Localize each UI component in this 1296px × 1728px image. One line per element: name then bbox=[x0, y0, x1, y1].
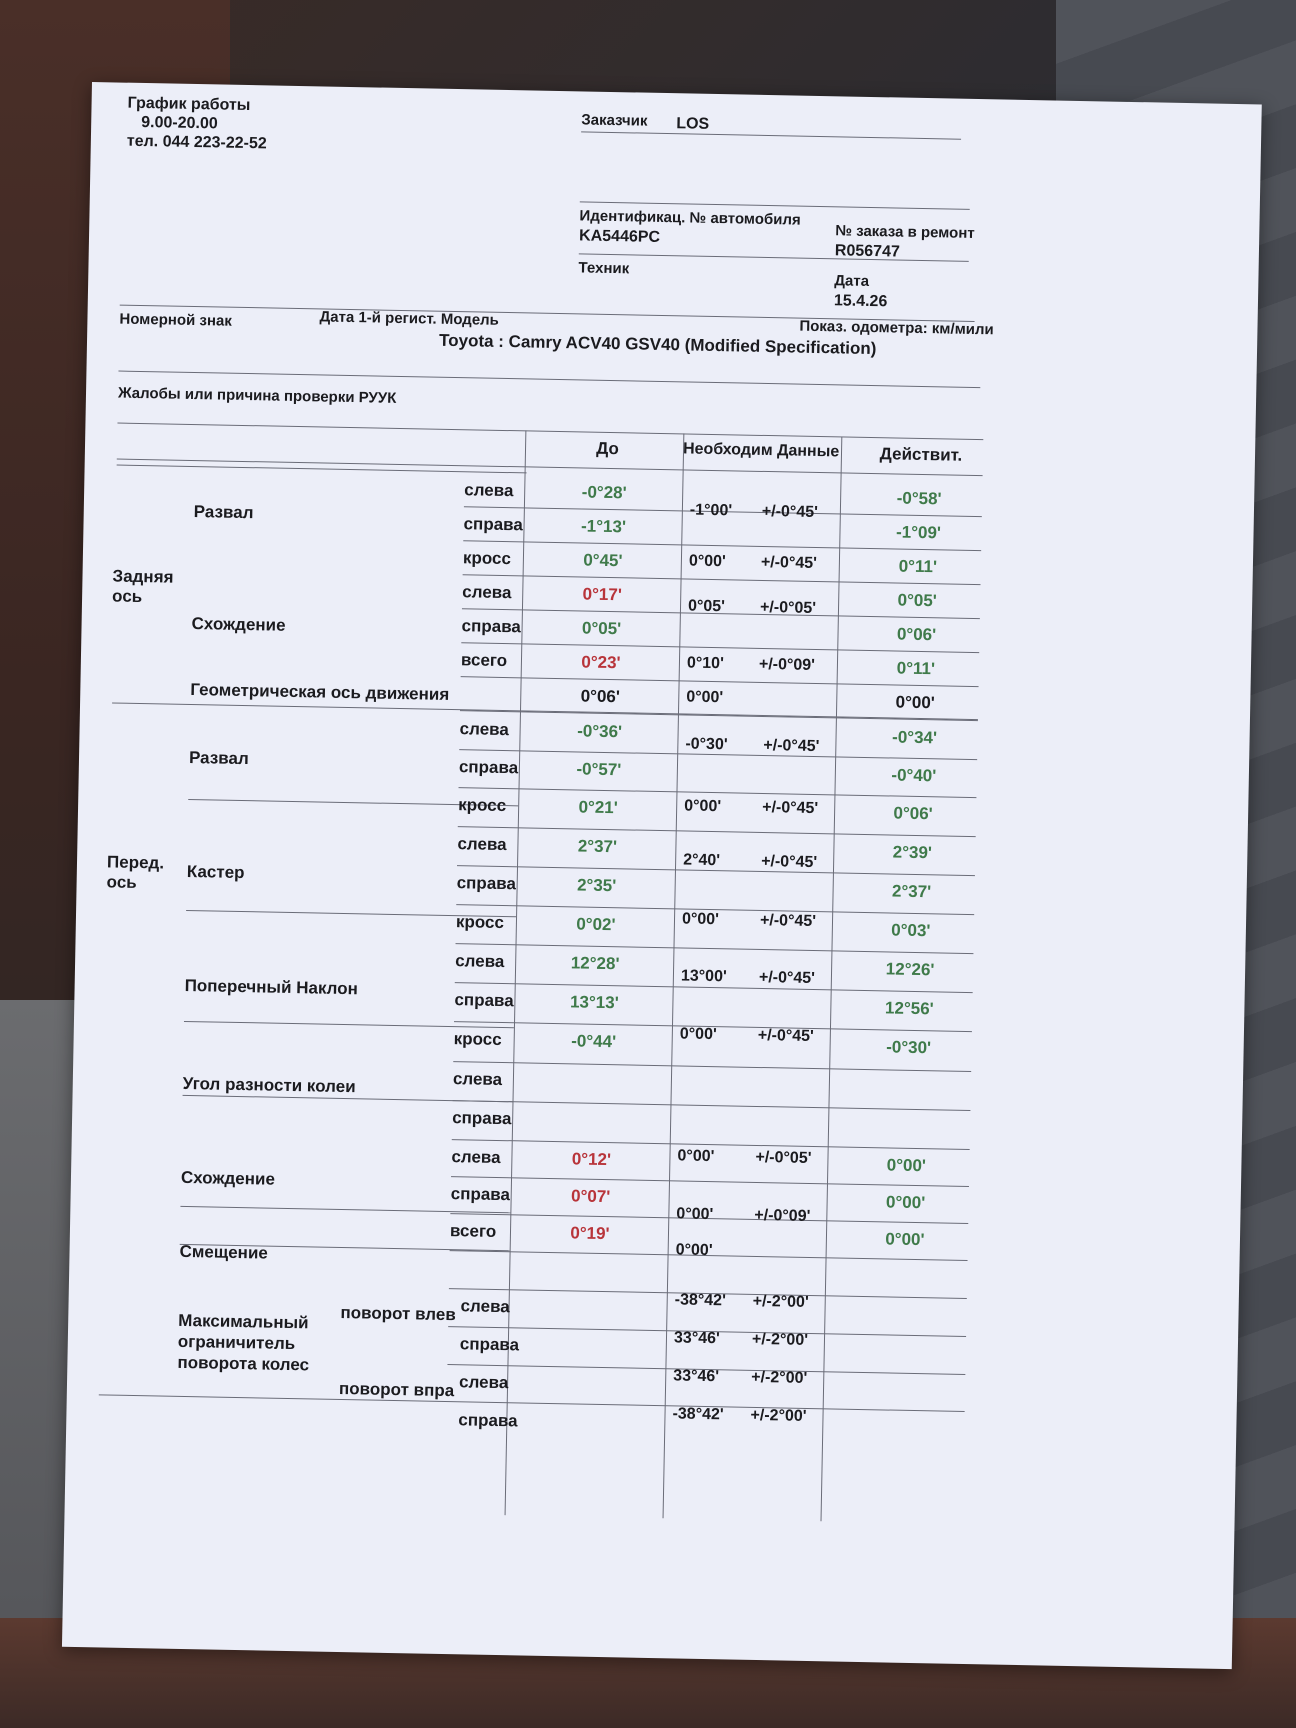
front-row-side-label: всего bbox=[449, 1221, 497, 1241]
rear-before-value: -1°13' bbox=[580, 516, 627, 537]
schedule-hours: 9.00-20.00 bbox=[141, 113, 218, 133]
rear-before-value: 0°45' bbox=[583, 550, 623, 571]
front-row-line bbox=[453, 1061, 971, 1072]
front-axle-label: Перед. ось bbox=[106, 852, 165, 893]
front-actual-value: 2°37' bbox=[891, 881, 932, 902]
front-row-side-label: справа bbox=[452, 1108, 512, 1129]
front-actual-value bbox=[832, 1115, 982, 1118]
order-label: № заказа в ремонт bbox=[835, 222, 975, 242]
front-spec-nominal: -0°30' bbox=[685, 735, 728, 754]
date-label: Дата bbox=[834, 272, 870, 290]
front-actual-value: 0°00' bbox=[886, 1155, 927, 1176]
rear-row-side-label: кросс bbox=[462, 548, 512, 569]
front-row-side-label: справа bbox=[450, 1184, 511, 1205]
front-row-side-label: справа bbox=[456, 873, 517, 894]
front-spec-nominal: 0°00' bbox=[681, 910, 720, 929]
front-spec-tolerance: +/-2°00' bbox=[751, 1330, 809, 1349]
front-spec-nominal: -38°42' bbox=[674, 1291, 727, 1310]
alignment-report-sheet bbox=[62, 82, 1262, 1669]
rear-before-value: 0°06' bbox=[580, 686, 621, 707]
front-sai-label: Поперечный Наклон bbox=[184, 975, 359, 999]
rear-actual-value: 0°05' bbox=[897, 590, 937, 611]
front-row-side-label: слева bbox=[451, 1147, 501, 1168]
rear-spec-nominal: 0°05' bbox=[687, 597, 726, 616]
front-spec-tolerance: +/-0°05' bbox=[755, 1148, 812, 1168]
rear-row-side-label: справа bbox=[463, 514, 524, 535]
col-divider-actual bbox=[821, 436, 843, 1521]
front-row-side-label: кросс bbox=[458, 795, 507, 816]
rear-spec-nominal: 0°00' bbox=[686, 688, 724, 707]
front-row-line bbox=[453, 1100, 971, 1111]
front-spec-tolerance: +/-0°45' bbox=[759, 911, 817, 931]
front-row-side-label: справа bbox=[458, 1410, 518, 1431]
phone: тел. 044 223-22-52 bbox=[126, 132, 267, 153]
front-before-value bbox=[518, 1070, 668, 1073]
rear-actual-value: 0°11' bbox=[898, 556, 938, 577]
front-actual-value: 2°39' bbox=[892, 842, 933, 863]
schedule-label: График работы bbox=[127, 94, 251, 115]
col-required-header: Необходим bbox=[682, 440, 773, 460]
rear-row-side-label bbox=[461, 684, 521, 685]
rear-row-side-label: слева bbox=[462, 582, 512, 603]
plate-label: Номерной знак bbox=[119, 310, 232, 330]
technician-label: Техник bbox=[578, 259, 630, 278]
front-row-side-label: слева bbox=[455, 951, 505, 972]
front-spec-tolerance: +/-0°45' bbox=[763, 737, 820, 756]
front-spec-nominal: 33°46' bbox=[673, 1329, 720, 1348]
front-toe-diff-label: Угол разности колеи bbox=[182, 1073, 356, 1097]
rear-row-side-label: слева bbox=[464, 480, 514, 501]
front-spec-tolerance: +/-0°45' bbox=[757, 1026, 814, 1046]
turn-left-label: поворот влев bbox=[340, 1302, 456, 1325]
front-actual-value: 12°56' bbox=[884, 998, 934, 1019]
customer-value: LOS bbox=[676, 115, 710, 133]
front-row-side-label: слева bbox=[460, 1296, 510, 1317]
front-before-value: 12°28' bbox=[570, 953, 620, 974]
col-actual-header: Действит. bbox=[879, 444, 963, 465]
front-actual-value: -0°34' bbox=[891, 727, 938, 748]
front-before-value: 2°37' bbox=[577, 836, 618, 857]
front-setback-label: Смещение bbox=[179, 1241, 269, 1263]
front-spec-nominal: 0°00' bbox=[676, 1205, 714, 1224]
front-actual-value: 0°06' bbox=[893, 803, 933, 824]
front-before-value bbox=[512, 1411, 662, 1414]
rear-before-value: 0°05' bbox=[581, 618, 622, 639]
front-before-value: 2°35' bbox=[576, 875, 617, 896]
front-actual-value: 0°00' bbox=[885, 1229, 925, 1250]
front-actual-value: 12°26' bbox=[885, 959, 935, 980]
front-spec-tolerance: +/-2°00' bbox=[751, 1368, 808, 1387]
order-value: R056747 bbox=[834, 242, 901, 261]
front-row-side-label: слева bbox=[459, 719, 509, 740]
front-before-value: 0°21' bbox=[578, 797, 618, 818]
rear-camber-label: Развал bbox=[193, 502, 254, 523]
odometer-label: Показ. одометра: км/мили bbox=[799, 317, 994, 339]
front-row-side-label: слева bbox=[457, 834, 507, 855]
col-data-header: Данные bbox=[776, 442, 840, 461]
front-spec-tolerance: +/-2°00' bbox=[752, 1292, 809, 1311]
front-actual-value bbox=[827, 1417, 977, 1420]
front-before-value bbox=[517, 1109, 667, 1112]
vin-label: Идентификац. № автомобиля bbox=[579, 207, 801, 229]
rear-spec-nominal: 0°00' bbox=[688, 552, 726, 571]
complaint-label: Жалобы или причина проверки РУУК bbox=[117, 384, 397, 407]
front-row-side-label: слева bbox=[452, 1069, 503, 1090]
front-row-side-label: справа bbox=[454, 990, 514, 1011]
front-spec-nominal: 2°40' bbox=[683, 851, 721, 870]
rear-toe-label: Схождение bbox=[191, 614, 286, 635]
rear-axle-label: Задняя ось bbox=[111, 566, 174, 607]
front-before-value: 13°13' bbox=[569, 992, 619, 1013]
front-max-steer-label: Максимальный ограничитель поворота колес bbox=[177, 1310, 310, 1375]
rear-actual-value: -0°58' bbox=[896, 488, 942, 509]
front-toe-label: Схождение bbox=[180, 1167, 276, 1189]
front-spec-tolerance: +/-0°45' bbox=[762, 799, 819, 818]
rear-actual-value: 0°06' bbox=[896, 624, 937, 645]
date-value: 15.4.26 bbox=[833, 292, 888, 311]
front-caster-label: Кастер bbox=[186, 861, 245, 883]
front-actual-value bbox=[827, 1379, 977, 1382]
front-spec-tolerance: +/-0°45' bbox=[760, 852, 818, 872]
front-before-value: 0°12' bbox=[571, 1149, 612, 1170]
front-row-side-label: слева bbox=[458, 1372, 509, 1393]
model-value: Toyota : Camry ACV40 GSV40 (Modified Specification) bbox=[438, 330, 877, 359]
turn-right-label: поворот впра bbox=[338, 1378, 455, 1401]
front-before-value: -0°57' bbox=[576, 759, 622, 780]
front-actual-value: -0°30' bbox=[886, 1037, 932, 1058]
rear-spec-nominal: -1°00' bbox=[689, 501, 733, 520]
rear-spec-nominal: 0°10' bbox=[686, 654, 725, 673]
alignment-table bbox=[62, 82, 1262, 1669]
reg-model-label: Дата 1-й регист. Модель bbox=[319, 308, 500, 329]
front-before-value bbox=[513, 1335, 663, 1338]
front-spec-nominal: 33°46' bbox=[673, 1367, 720, 1386]
rear-spec-tolerance: +/-0°45' bbox=[761, 502, 819, 522]
rear-before-value: 0°17' bbox=[582, 584, 623, 605]
front-row-side-label: справа bbox=[459, 1334, 520, 1355]
front-before-value: 0°02' bbox=[576, 914, 616, 935]
front-before-value: -0°36' bbox=[577, 721, 623, 742]
front-actual-value: 0°00' bbox=[885, 1192, 926, 1213]
front-spec-nominal: 0°00' bbox=[675, 1241, 713, 1260]
front-spec-tolerance: +/-0°45' bbox=[758, 968, 816, 988]
rear-actual-value: 0°11' bbox=[896, 658, 936, 679]
rear-row-side-label: справа bbox=[461, 616, 522, 637]
front-camber-label: Развал bbox=[188, 747, 249, 769]
table-bottom-line bbox=[99, 1394, 965, 1412]
front-row-side-label: кросс bbox=[455, 912, 505, 933]
front-before-value: -0°44' bbox=[571, 1031, 617, 1052]
front-before-value bbox=[514, 1297, 664, 1300]
front-before-value bbox=[512, 1373, 662, 1376]
customer-label: Заказчик bbox=[581, 111, 648, 130]
front-actual-value: 0°03' bbox=[891, 920, 931, 941]
front-spec-nominal: 0°00' bbox=[679, 1025, 717, 1044]
rear-actual-value: 0°00' bbox=[895, 692, 936, 713]
front-spec-nominal: 0°00' bbox=[677, 1147, 715, 1166]
front-actual-value: -0°40' bbox=[891, 765, 937, 786]
front-before-value: 0°19' bbox=[570, 1223, 610, 1244]
rear-actual-value: -1°09' bbox=[895, 522, 942, 543]
rear-spec-tolerance: +/-0°09' bbox=[758, 655, 816, 674]
front-row-side-label: справа bbox=[458, 757, 519, 778]
rear-spec-tolerance: +/-0°05' bbox=[759, 598, 817, 617]
front-spec-nominal: -38°42' bbox=[672, 1405, 724, 1424]
front-actual-value bbox=[828, 1341, 978, 1344]
vin-value: KA5446PC bbox=[578, 227, 661, 246]
front-actual-value bbox=[829, 1303, 979, 1306]
front-spec-nominal: 13°00' bbox=[680, 967, 727, 986]
rear-thrust-label: Геометрическая ось движения bbox=[190, 680, 450, 704]
rear-spec-tolerance: +/-0°45' bbox=[760, 553, 818, 573]
front-spec-tolerance: +/-0°09' bbox=[754, 1206, 811, 1225]
rear-before-value: -0°28' bbox=[581, 482, 627, 503]
rear-before-value: 0°23' bbox=[581, 652, 621, 673]
front-spec-nominal: 0°00' bbox=[684, 797, 722, 816]
col-before-header: До bbox=[596, 438, 620, 459]
front-toe-bottom-line bbox=[180, 1206, 510, 1213]
front-row-side-label: кросс bbox=[453, 1029, 502, 1050]
front-before-value: 0°07' bbox=[570, 1186, 611, 1207]
rear-row-side-label: всего bbox=[460, 650, 508, 671]
front-spec-tolerance: +/-2°00' bbox=[750, 1406, 807, 1425]
front-actual-value bbox=[833, 1076, 983, 1079]
